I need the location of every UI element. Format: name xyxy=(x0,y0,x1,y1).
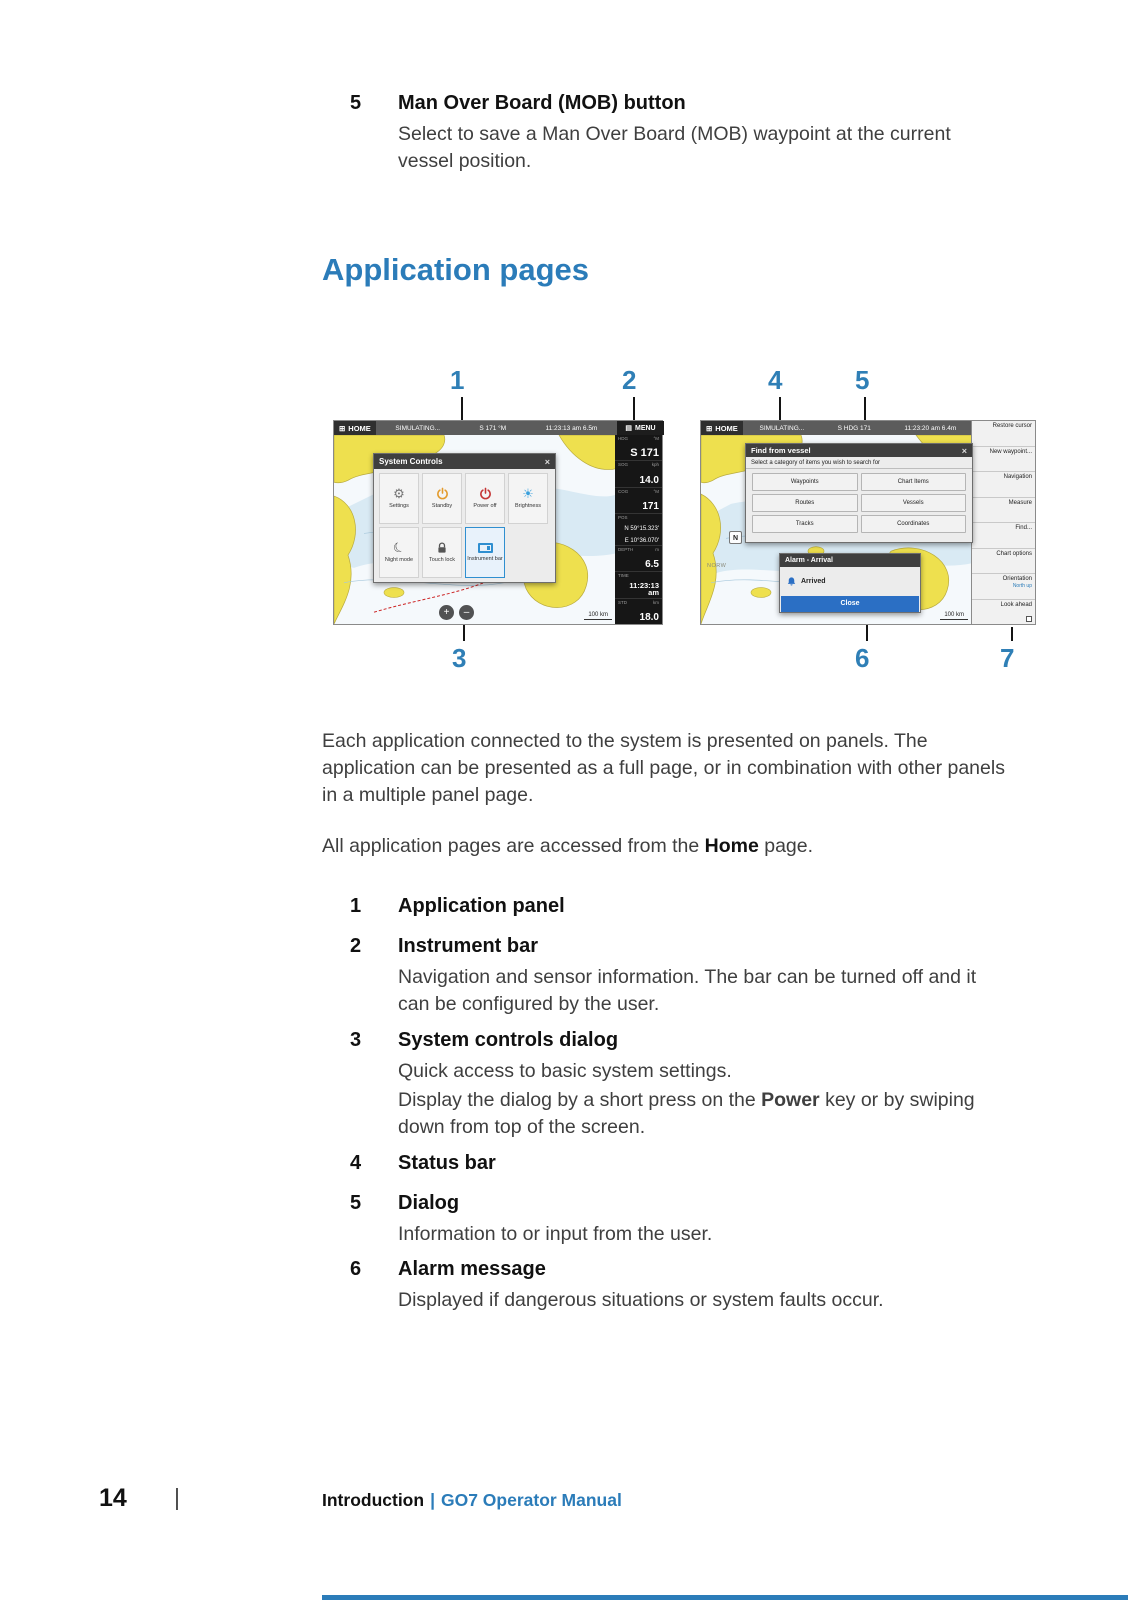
simulating-label: SIMULATING... xyxy=(395,424,441,432)
callout-6: 6 xyxy=(855,643,870,673)
instrument-sog: SOG kph 14.0 xyxy=(615,461,662,487)
find-option-waypoints[interactable]: Waypoints xyxy=(752,473,858,491)
chart-scale: 100 km xyxy=(940,612,968,620)
instrument-bar[interactable] xyxy=(615,435,662,624)
moon-icon: ☾ xyxy=(390,538,408,558)
alarm-title: Alarm - Arrival xyxy=(785,557,833,564)
alarm-title-bar xyxy=(780,554,920,567)
north-indicator: N xyxy=(729,531,742,544)
menu-item-find[interactable]: Find... xyxy=(972,523,1035,549)
pages-icon: ⊞ xyxy=(706,423,713,433)
menu-item-chart-options[interactable]: Chart options xyxy=(972,549,1035,575)
home-label: HOME xyxy=(715,423,738,433)
callout-7: 7 xyxy=(1000,643,1015,673)
instrument-depth: DEPTH m 6.5 xyxy=(615,546,662,572)
page-heading: Application pages xyxy=(322,252,589,287)
brightness-icon: ☀ xyxy=(522,486,534,502)
find-prompt: Select a category of items you wish to search for xyxy=(746,457,972,469)
status-bar xyxy=(701,421,973,435)
find-option-tracks[interactable]: Tracks xyxy=(752,515,858,533)
body-paragraph-1: Each application connected to the system is presented on panels. The application can be presented as a full page, or in combination with other panels in a multiple panel page. xyxy=(322,730,1005,806)
bell-icon xyxy=(786,576,797,587)
instrument-cog: COG °M 171 xyxy=(615,488,662,514)
zoom-out-button[interactable]: – xyxy=(459,605,474,620)
dialog-title: System Controls xyxy=(379,457,443,466)
close-icon[interactable]: × xyxy=(961,445,967,456)
body-paragraph-2: All application pages are accessed from the Home page. xyxy=(322,835,814,857)
power-off-icon xyxy=(479,487,492,500)
callout-1: 1 xyxy=(450,365,465,395)
bottom-accent-bar xyxy=(322,1595,1128,1600)
close-icon[interactable]: × xyxy=(544,456,550,467)
footer-divider: | xyxy=(174,1484,180,1510)
gear-icon: ⚙ xyxy=(393,486,405,502)
lock-icon xyxy=(436,542,448,554)
footer-separator: | xyxy=(430,1490,435,1510)
chart-menu-panel xyxy=(971,421,1035,624)
callout-5: 5 xyxy=(855,365,870,395)
legend-item-1: 1 Application panel xyxy=(350,895,565,917)
chart-scale: 100 km xyxy=(584,612,612,620)
status-info xyxy=(376,421,617,435)
footer-text xyxy=(322,1490,622,1511)
simulating-label: SIMULATING... xyxy=(759,424,805,432)
screenshot-right xyxy=(700,420,1036,625)
zoom-in-button[interactable]: + xyxy=(439,605,454,620)
menu-item-restore-cursor[interactable]: Restore cursor xyxy=(972,421,1035,447)
menu-item-look-ahead[interactable]: Look ahead xyxy=(972,600,1035,625)
status-heading: S HDG 171 xyxy=(837,424,871,432)
dialog-title-bar xyxy=(374,454,555,469)
menu-item-navigation[interactable]: Navigation xyxy=(972,472,1035,498)
power-off-tile[interactable]: Power off xyxy=(465,473,505,524)
footer-section: Introduction xyxy=(322,1490,425,1510)
home-label: HOME xyxy=(348,423,371,433)
alarm-message: Arrived xyxy=(801,578,826,585)
alarm-dialog xyxy=(779,553,921,613)
item-description: Select to save a Man Over Board (MOB) waypoint at the current vessel position. xyxy=(398,123,951,172)
item-title: Man Over Board (MOB) button xyxy=(398,92,686,114)
alarm-close-button[interactable]: Close xyxy=(781,596,919,612)
orientation-value: North up xyxy=(1012,583,1032,590)
status-time: 11:23:20 am 6.4m xyxy=(904,424,957,432)
find-option-coordinates[interactable]: Coordinates xyxy=(861,515,967,533)
status-time: 11:23:13 am 6.5m xyxy=(545,424,598,432)
find-option-vessels[interactable]: Vessels xyxy=(861,494,967,512)
status-bar xyxy=(334,421,656,435)
instrument-pos: POS N 59°15.323' E 10°36.070' xyxy=(615,514,662,546)
find-options-grid xyxy=(746,469,972,537)
night-mode-tile[interactable]: ☾ Night mode xyxy=(379,527,419,578)
legend-item-5: 5 Dialog Information to or input from the user. xyxy=(350,1191,713,1245)
look-ahead-checkbox[interactable] xyxy=(1026,616,1032,622)
menu-label: MENU xyxy=(635,424,656,432)
menu-item-measure[interactable]: Measure xyxy=(972,498,1035,524)
page-number: 14 xyxy=(99,1484,127,1512)
callout-4: 4 xyxy=(768,365,783,395)
dialog-title-bar xyxy=(746,444,972,457)
menu-item-new-waypoint[interactable]: New waypoint... xyxy=(972,447,1035,473)
legend-item-2: 2 Instrument bar Navigation and sensor information. The bar can be turned off and it can be configured by the user. xyxy=(350,935,977,1015)
figure-legend xyxy=(350,895,1030,1325)
item-number: 5 xyxy=(350,92,362,114)
brightness-tile[interactable]: ☀ Brightness xyxy=(508,473,548,524)
page-footer xyxy=(0,1484,1128,1524)
menu-item-orientation[interactable]: Orientation North up xyxy=(972,574,1035,600)
status-heading: S 171 °M xyxy=(479,424,507,432)
find-from-vessel-dialog xyxy=(745,443,973,543)
menu-icon: ▤ xyxy=(625,425,632,432)
home-button[interactable] xyxy=(701,421,743,435)
instrument-hdg: HDG °M S 171 xyxy=(615,435,662,461)
find-option-routes[interactable]: Routes xyxy=(752,494,858,512)
legend-item-3: 3 System controls dialog Quick access to basic system settings. Display the dialog by a short press on the Power key or by swiping down from top of the screen. xyxy=(350,1028,975,1138)
system-controls-dialog xyxy=(373,453,556,583)
legend-item-6: 6 Alarm message Displayed if dangerous situations or system faults occur. xyxy=(350,1258,884,1312)
touch-lock-tile[interactable]: Touch lock xyxy=(422,527,462,578)
system-controls-grid xyxy=(374,469,555,582)
instrument-std: STD km 18.0 xyxy=(618,599,659,624)
status-info xyxy=(743,421,973,435)
dialog-title: Find from vessel xyxy=(751,446,811,455)
callout-2: 2 xyxy=(622,365,637,395)
footer-manual-title: GO7 Operator Manual xyxy=(440,1490,622,1510)
menu-button[interactable] xyxy=(617,421,664,435)
instrument-bar-tile[interactable]: Instrument bar xyxy=(465,527,505,578)
chart-place-label: NORW xyxy=(707,563,727,569)
home-button[interactable] xyxy=(334,421,376,435)
mob-section xyxy=(350,92,1010,175)
instrument-bar-icon xyxy=(478,543,493,553)
instrument-time: TIME 11:23:13 am xyxy=(615,572,662,598)
standby-tile[interactable]: Standby xyxy=(422,473,462,524)
application-pages-figure xyxy=(0,355,1128,677)
callout-3: 3 xyxy=(452,643,467,673)
pages-icon: ⊞ xyxy=(339,423,346,433)
callout-line-7 xyxy=(1011,627,1013,641)
settings-tile[interactable]: ⚙ Settings xyxy=(379,473,419,524)
standby-power-icon xyxy=(436,487,449,500)
screenshot-left xyxy=(333,420,663,625)
find-option-chart-items[interactable]: Chart Items xyxy=(861,473,967,491)
legend-item-4: 4 Status bar xyxy=(350,1151,496,1174)
